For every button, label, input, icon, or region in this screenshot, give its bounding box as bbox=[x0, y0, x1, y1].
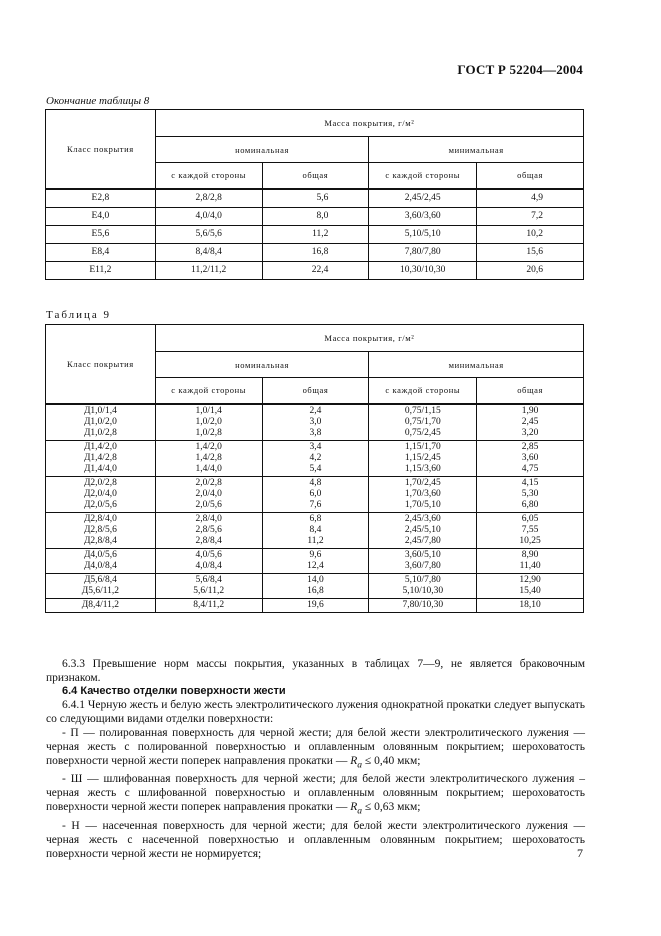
list-item-sh-value: ≤ 0,63 мкм; bbox=[364, 801, 421, 814]
cell-minimal-each: 2,45/5,10 bbox=[369, 525, 477, 536]
list-item-sh bbox=[46, 772, 585, 818]
cell-nominal-each: 1,4/4,0 bbox=[155, 464, 262, 477]
cell-class: Д2,8/5,6 bbox=[46, 525, 156, 536]
cell-minimal-total: 12,90 bbox=[477, 573, 584, 586]
cell-minimal-total: 8,90 bbox=[477, 548, 584, 561]
cell-class: Е4,0 bbox=[46, 207, 156, 225]
header-nominal: номинальная bbox=[155, 352, 369, 378]
cell-nominal-total: 22,4 bbox=[262, 261, 369, 279]
table9-caption: Таблица 9 bbox=[46, 309, 112, 321]
cell-class: Д2,0/4,0 bbox=[46, 489, 156, 500]
cell-minimal-total: 2,45 bbox=[477, 417, 584, 428]
ra-subscript: a bbox=[357, 805, 363, 817]
cell-minimal-each: 7,80/10,30 bbox=[369, 598, 477, 612]
cell-class: Д1,4/4,0 bbox=[46, 464, 156, 477]
cell-nominal-total: 6,8 bbox=[262, 512, 369, 525]
cell-nominal-total: 5,6 bbox=[262, 189, 369, 208]
table-row bbox=[46, 243, 584, 261]
cell-minimal-total: 6,80 bbox=[477, 500, 584, 513]
cell-nominal-total: 11,2 bbox=[262, 536, 369, 549]
table-row bbox=[46, 536, 584, 549]
list-item-p-text: - П — полированная поверхность для черной жести; для белой жести электролитического лужения — черная жесть с полированной поверхностью и оплавленным оловянным покрытием; шероховатость поверхности черной жести поперек направления прокатки — bbox=[46, 727, 585, 767]
table-row bbox=[46, 404, 584, 417]
cell-class: Д2,0/5,6 bbox=[46, 500, 156, 513]
cell-class: Е5,6 bbox=[46, 225, 156, 243]
cell-class: Д1,0/2,0 bbox=[46, 417, 156, 428]
cell-minimal-total: 1,90 bbox=[477, 404, 584, 417]
cell-minimal-total: 15,6 bbox=[477, 243, 584, 261]
cell-nominal-each: 2,8/4,0 bbox=[155, 512, 262, 525]
cell-minimal-each: 0,75/2,45 bbox=[369, 428, 477, 441]
ra-symbol: R bbox=[350, 801, 358, 814]
paragraph-6-3-3: 6.3.3 Превышение норм массы покрытия, указанных в таблицах 7—9, не является браковочным признаком. bbox=[46, 658, 585, 684]
cell-minimal-each: 5,10/10,30 bbox=[369, 586, 477, 599]
cell-class: Е2,8 bbox=[46, 189, 156, 208]
table-row bbox=[46, 512, 584, 525]
table-row bbox=[46, 261, 584, 279]
cell-nominal-each: 2,8/8,4 bbox=[155, 536, 262, 549]
header-total: общая bbox=[262, 378, 369, 404]
cell-nominal-total: 12,4 bbox=[262, 561, 369, 574]
cell-nominal-each: 5,6/5,6 bbox=[155, 225, 262, 243]
cell-minimal-each: 0,75/1,70 bbox=[369, 417, 477, 428]
cell-minimal-each: 3,60/7,80 bbox=[369, 561, 477, 574]
cell-minimal-total: 3,20 bbox=[477, 428, 584, 441]
header-class: Класс покрытия bbox=[46, 110, 156, 189]
table-row bbox=[46, 586, 584, 599]
list-item-sh-text: - Ш — шлифованная поверхность для черной жести; для белой жести электролитического лужения – черная жесть с шлифованной поверхностью и оплавленным оловянным покрытием; шероховатость поверхности черной жести поперек направления прокатки — bbox=[46, 773, 585, 814]
cell-class: Д8,4/11,2 bbox=[46, 598, 156, 612]
cell-minimal-each: 1,15/3,60 bbox=[369, 464, 477, 477]
table-row bbox=[46, 573, 584, 586]
document-header: ГОСТ Р 52204—2004 bbox=[457, 62, 583, 77]
cell-nominal-total: 11,2 bbox=[262, 225, 369, 243]
cell-nominal-each: 4,0/4,0 bbox=[155, 207, 262, 225]
table-row bbox=[46, 561, 584, 574]
cell-minimal-each: 1,70/3,60 bbox=[369, 489, 477, 500]
cell-class: Д5,6/11,2 bbox=[46, 586, 156, 599]
cell-minimal-total: 11,40 bbox=[477, 561, 584, 574]
paragraph-6-4-1 bbox=[46, 698, 585, 861]
cell-class: Д4,0/5,6 bbox=[46, 548, 156, 561]
cell-nominal-each: 2,0/4,0 bbox=[155, 489, 262, 500]
cell-class: Д1,4/2,8 bbox=[46, 453, 156, 464]
cell-minimal-each: 7,80/7,80 bbox=[369, 243, 477, 261]
cell-minimal-total: 7,2 bbox=[477, 207, 584, 225]
cell-nominal-total: 8,0 bbox=[262, 207, 369, 225]
cell-class: Д1,0/2,8 bbox=[46, 428, 156, 441]
table-8 bbox=[45, 109, 584, 280]
cell-minimal-total: 10,25 bbox=[477, 536, 584, 549]
ra-subscript: a bbox=[357, 759, 363, 771]
cell-minimal-each: 2,45/7,80 bbox=[369, 536, 477, 549]
cell-minimal-total: 15,40 bbox=[477, 586, 584, 599]
cell-class: Е11,2 bbox=[46, 261, 156, 279]
header-total: общая bbox=[262, 163, 369, 189]
cell-minimal-each: 3,60/5,10 bbox=[369, 548, 477, 561]
cell-minimal-each: 1,70/5,10 bbox=[369, 500, 477, 513]
cell-nominal-total: 5,4 bbox=[262, 464, 369, 477]
cell-minimal-each: 2,45/2,45 bbox=[369, 189, 477, 208]
header-each-side: с каждой стороны bbox=[155, 378, 262, 404]
cell-class: Д4,0/8,4 bbox=[46, 561, 156, 574]
table-row bbox=[46, 476, 584, 489]
cell-minimal-total: 18,10 bbox=[477, 598, 584, 612]
cell-nominal-total: 4,8 bbox=[262, 476, 369, 489]
cell-nominal-each: 2,8/2,8 bbox=[155, 189, 262, 208]
cell-minimal-each: 2,45/3,60 bbox=[369, 512, 477, 525]
cell-minimal-total: 7,55 bbox=[477, 525, 584, 536]
cell-nominal-each: 5,6/11,2 bbox=[155, 586, 262, 599]
header-each-side: с каждой стороны bbox=[155, 163, 262, 189]
cell-minimal-each: 5,10/5,10 bbox=[369, 225, 477, 243]
cell-minimal-total: 20,6 bbox=[477, 261, 584, 279]
cell-nominal-each: 4,0/5,6 bbox=[155, 548, 262, 561]
cell-minimal-total: 3,60 bbox=[477, 453, 584, 464]
cell-minimal-total: 4,15 bbox=[477, 476, 584, 489]
page-number: 7 bbox=[577, 846, 583, 860]
cell-nominal-total: 7,6 bbox=[262, 500, 369, 513]
cell-nominal-each: 1,4/2,8 bbox=[155, 453, 262, 464]
list-item-p bbox=[46, 726, 585, 772]
table-9 bbox=[45, 324, 584, 613]
cell-minimal-total: 5,30 bbox=[477, 489, 584, 500]
cell-nominal-total: 14,0 bbox=[262, 573, 369, 586]
cell-nominal-total: 19,6 bbox=[262, 598, 369, 612]
cell-nominal-total: 9,6 bbox=[262, 548, 369, 561]
cell-nominal-total: 8,4 bbox=[262, 525, 369, 536]
header-mass: Масса покрытия, г/м² bbox=[155, 110, 583, 137]
table-row bbox=[46, 598, 584, 612]
cell-nominal-each: 2,0/5,6 bbox=[155, 500, 262, 513]
cell-nominal-each: 2,0/2,8 bbox=[155, 476, 262, 489]
header-minimal: минимальная bbox=[369, 137, 584, 163]
header-each-side: с каждой стороны bbox=[369, 378, 477, 404]
cell-minimal-each: 0,75/1,15 bbox=[369, 404, 477, 417]
cell-nominal-total: 3,8 bbox=[262, 428, 369, 441]
cell-class: Д1,4/2,0 bbox=[46, 440, 156, 453]
cell-nominal-each: 1,0/2,8 bbox=[155, 428, 262, 441]
table-row bbox=[46, 548, 584, 561]
cell-nominal-each: 8,4/8,4 bbox=[155, 243, 262, 261]
cell-minimal-total: 4,75 bbox=[477, 464, 584, 477]
header-minimal: минимальная bbox=[369, 352, 584, 378]
cell-nominal-total: 16,8 bbox=[262, 243, 369, 261]
cell-class: Д1,0/1,4 bbox=[46, 404, 156, 417]
cell-nominal-each: 2,8/5,6 bbox=[155, 525, 262, 536]
list-item-n: - Н — насеченная поверхность для черной жести; для белой жести электролитического лужения — черная жесть с насеченной поверхностью и оплавленным оловянным покрытием; шероховатость поверхности черной жести не нормируется; bbox=[46, 819, 585, 860]
cell-minimal-each: 1,15/2,45 bbox=[369, 453, 477, 464]
cell-nominal-each: 1,0/2,0 bbox=[155, 417, 262, 428]
cell-minimal-total: 2,85 bbox=[477, 440, 584, 453]
table-row bbox=[46, 489, 584, 500]
table-row bbox=[46, 417, 584, 428]
cell-minimal-each: 10,30/10,30 bbox=[369, 261, 477, 279]
cell-class: Е8,4 bbox=[46, 243, 156, 261]
table-row bbox=[46, 525, 584, 536]
cell-nominal-total: 2,4 bbox=[262, 404, 369, 417]
table-row bbox=[46, 464, 584, 477]
section-heading-6-4: 6.4 Качество отделки поверхности жести bbox=[62, 685, 286, 697]
cell-nominal-each: 1,4/2,0 bbox=[155, 440, 262, 453]
cell-nominal-total: 3,4 bbox=[262, 440, 369, 453]
cell-minimal-each: 5,10/7,80 bbox=[369, 573, 477, 586]
cell-minimal-total: 6,05 bbox=[477, 512, 584, 525]
ra-symbol: R bbox=[350, 755, 358, 767]
table-row bbox=[46, 207, 584, 225]
cell-class: Д2,0/2,8 bbox=[46, 476, 156, 489]
table-row bbox=[46, 440, 584, 453]
header-nominal: номинальная bbox=[155, 137, 369, 163]
table-row bbox=[46, 453, 584, 464]
cell-nominal-each: 1,0/1,4 bbox=[155, 404, 262, 417]
table-row bbox=[46, 225, 584, 243]
table-row bbox=[46, 428, 584, 441]
cell-minimal-each: 3,60/3,60 bbox=[369, 207, 477, 225]
cell-minimal-total: 10,2 bbox=[477, 225, 584, 243]
header-total: общая bbox=[477, 378, 584, 404]
cell-nominal-total: 6,0 bbox=[262, 489, 369, 500]
header-each-side: с каждой стороны bbox=[369, 163, 477, 189]
cell-nominal-each: 5,6/8,4 bbox=[155, 573, 262, 586]
cell-class: Д2,8/4,0 bbox=[46, 512, 156, 525]
cell-minimal-total: 4,9 bbox=[477, 189, 584, 208]
cell-nominal-each: 8,4/11,2 bbox=[155, 598, 262, 612]
table-row bbox=[46, 189, 584, 208]
table8-caption: Окончание таблицы 8 bbox=[46, 95, 150, 107]
header-total: общая bbox=[477, 163, 584, 189]
cell-class: Д5,6/8,4 bbox=[46, 573, 156, 586]
cell-nominal-total: 3,0 bbox=[262, 417, 369, 428]
paragraph-6-4-1-intro: 6.4.1 Черную жесть и белую жесть электролитического лужения однократной прокатки следует выпускать со следующими видами отделки поверхности: bbox=[46, 699, 585, 725]
cell-minimal-each: 1,70/2,45 bbox=[369, 476, 477, 489]
cell-nominal-each: 11,2/11,2 bbox=[155, 261, 262, 279]
header-mass: Масса покрытия, г/м² bbox=[155, 325, 583, 352]
cell-nominal-each: 4,0/8,4 bbox=[155, 561, 262, 574]
cell-nominal-total: 4,2 bbox=[262, 453, 369, 464]
cell-nominal-total: 16,8 bbox=[262, 586, 369, 599]
list-item-p-value: ≤ 0,40 мкм; bbox=[364, 755, 421, 767]
header-class: Класс покрытия bbox=[46, 325, 156, 404]
table-row bbox=[46, 500, 584, 513]
cell-minimal-each: 1,15/1,70 bbox=[369, 440, 477, 453]
cell-class: Д2,8/8,4 bbox=[46, 536, 156, 549]
